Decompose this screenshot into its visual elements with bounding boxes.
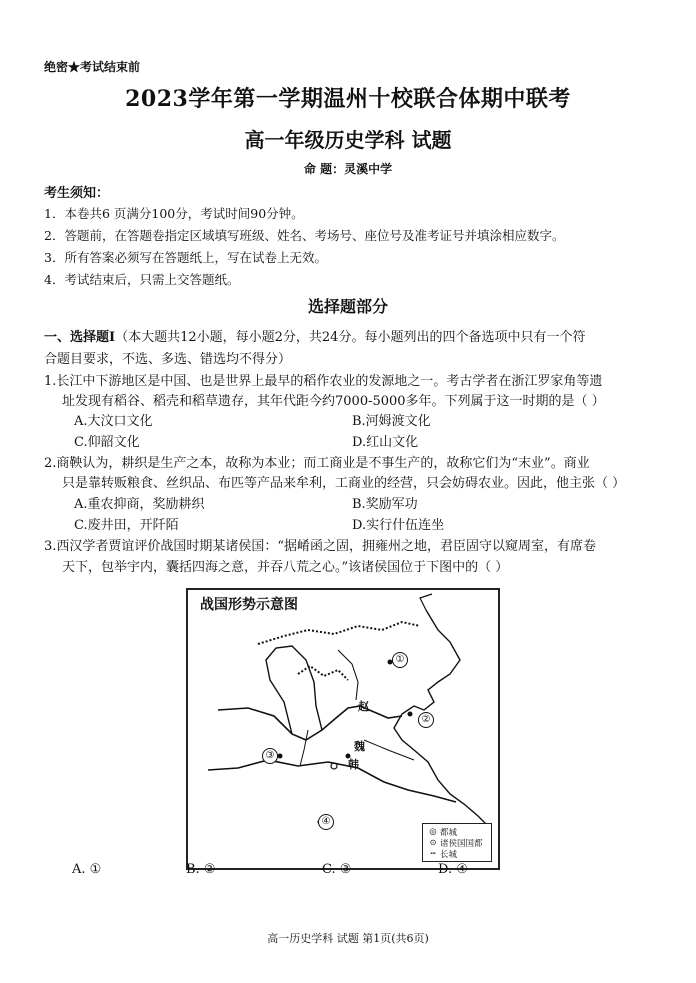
coastline — [394, 610, 490, 828]
great-wall-inner — [298, 666, 348, 680]
section-heading-line1 — [44, 326, 585, 345]
q2-option-a: A.重农抑商，奖励耕织 — [74, 497, 205, 512]
q2-option-d: D.实行什伍连坐 — [352, 518, 445, 533]
notice-heading: 考生须知： — [44, 186, 110, 201]
map-label-zhao: 赵 — [358, 700, 369, 713]
warring-states-map — [186, 588, 500, 870]
q1-line2: 址发现有稻谷、稻壳和稻草遗存，其年代距今约7000-5000多年。下列属于这一时期的是（ ） — [62, 394, 605, 409]
legend-row-state-capital — [426, 837, 488, 848]
map-label-wei: 魏 — [354, 740, 365, 753]
map-marker-2: ② — [418, 712, 434, 728]
map-label-han: 韩 — [348, 758, 359, 771]
map-legend — [422, 823, 492, 862]
notice-item-1: 1．本卷共6 页满分100分，考试时间90分钟。 — [44, 206, 304, 221]
legend-capital-label: 都城 — [440, 827, 458, 838]
map-marker-1: ① — [392, 652, 408, 668]
legend-capital-icon: ◎ — [429, 826, 437, 837]
q3-line1: 3.西汉学者贾谊评价战国时期某诸侯国：“据崤函之固，拥雍州之地，君臣固守以窥周室，有席卷 — [44, 539, 597, 554]
q1-option-d: D.红山文化 — [352, 435, 419, 450]
capital-dot-2 — [408, 712, 413, 717]
q2-option-b: B.奖励军功 — [352, 497, 418, 512]
q1-line1: 1.长江中下游地区是中国、也是世界上最早的稻作农业的发源地之一。考古学者在浙江罗家角等遗 — [44, 374, 603, 389]
legend-row-capital — [426, 826, 488, 837]
q1-option-b: B.河姆渡文化 — [352, 414, 431, 429]
coastline-north — [420, 594, 432, 610]
river-north — [338, 650, 358, 700]
yellow-river — [218, 706, 402, 740]
q3-option-d: D. ④ — [438, 862, 468, 877]
great-wall-north — [258, 622, 420, 644]
notice-item-3: 3．所有答案必须写在答题纸上，写在试卷上无效。 — [44, 250, 327, 265]
river-loop — [266, 646, 322, 734]
exam-title: 2023学年第一学期温州十校联合体期中联考 — [125, 86, 571, 112]
q2-option-c: C.废井田，开阡陌 — [74, 518, 179, 533]
legend-row-wall — [426, 848, 488, 859]
q2-line1: 2.商鞅认为，耕织是生产之本，故称为本业；而工商业是不事生产的，故称它们为“末业”。商业 — [44, 456, 590, 471]
section-heading-line2: 合题目要求，不选、多选、错选均不得分） — [44, 352, 292, 367]
legend-wall-icon: ┅ — [430, 848, 436, 859]
section-title: 选择题部分 — [307, 297, 388, 316]
notice-item-4: 4．考试结束后，只需上交答题纸。 — [44, 272, 240, 287]
q1-option-a: A.大汶口文化 — [74, 414, 153, 429]
exam-author: 命 题：灵溪中学 — [303, 162, 393, 176]
exam-subtitle: 高一年级历史学科 试题 — [244, 128, 452, 152]
yangtze-river — [208, 760, 456, 802]
page-footer: 高一历史学科 试题 第1页(共6页) — [267, 932, 429, 945]
secret-label: 绝密★考试结束前 — [44, 60, 141, 74]
q3-option-a: A. ① — [72, 862, 102, 877]
legend-wall-label: 长城 — [440, 849, 458, 860]
capital-dot-3 — [278, 754, 283, 759]
notice-item-2: 2．答题前，在答题卷指定区域填写班级、姓名、考场号、座位号及准考证号并填涂相应数字。 — [44, 228, 565, 243]
legend-state-capital-icon: ⊙ — [429, 837, 437, 848]
legend-state-capital-label: 诸侯国国都 — [440, 838, 483, 849]
river-han — [300, 730, 308, 766]
q3-line2: 天下，包举宇内，囊括四海之意，并吞八荒之心。”该诸侯国位于下图中的（ ） — [62, 560, 509, 575]
section-heading-bold: 一、选择题Ⅰ — [44, 330, 116, 345]
map-marker-3: ③ — [262, 748, 278, 764]
q2-line2: 只是靠转贩粮食、丝织品、布匹等产品来牟利，工商业的经营，只会妨碍农业。因此，他主张（ ） — [62, 476, 626, 491]
map-marker-4: ④ — [318, 814, 334, 830]
q1-option-c: C.仰韶文化 — [74, 435, 140, 450]
section-heading-rest: （本大题共12小题，每小题2分，共24分。每小题列出的四个备选项中只有一个符 — [115, 330, 586, 345]
map-title: 战国形势示意图 — [198, 594, 300, 614]
q3-option-c: C. ③ — [322, 862, 352, 877]
q3-option-b: B. ② — [186, 862, 216, 877]
